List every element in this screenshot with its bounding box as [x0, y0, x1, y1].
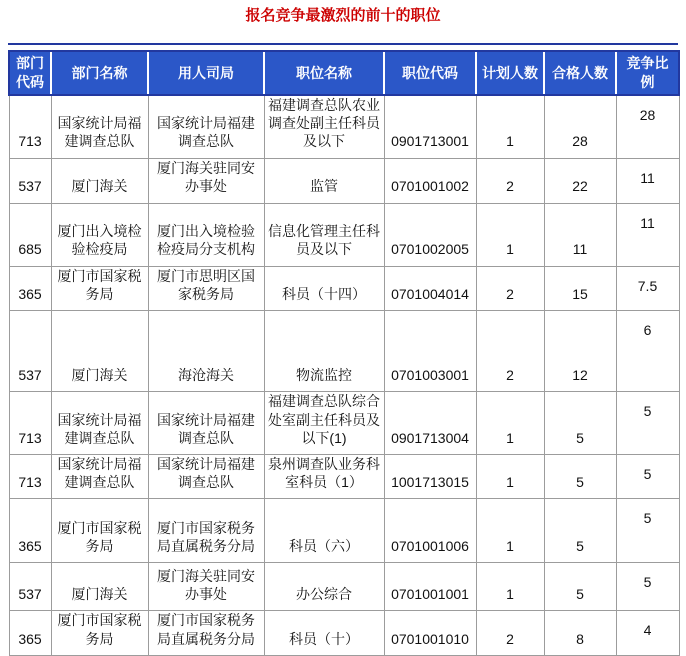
table-header: [9, 51, 679, 95]
table-row: [9, 266, 679, 310]
cell-planned-count: 1: [476, 454, 544, 498]
page-title: 报名竞争最激烈的前十的职位: [245, 7, 441, 24]
cell-planned-count: 2: [476, 158, 544, 203]
cell-position-code: 0901713001: [384, 95, 476, 158]
cell-dept-code: 713: [9, 391, 51, 454]
cell-dept-name: 厦门海关: [51, 158, 148, 203]
cell-ratio: 11: [616, 158, 679, 203]
table-top-rule: [8, 43, 678, 45]
cell-position-code: 0701004014: [384, 266, 476, 310]
column-header-position-name: 职位名称: [264, 51, 384, 95]
cell-position-code: 0901713004: [384, 391, 476, 454]
column-header-dept-name: 部门名称: [51, 51, 148, 95]
cell-qualified-count: 28: [544, 95, 616, 158]
cell-bureau: 国家统计局福建调查总队: [148, 95, 264, 158]
cell-qualified-count: 5: [544, 391, 616, 454]
cell-dept-code: 713: [9, 95, 51, 158]
cell-position-name: 信息化管理主任科员及以下: [264, 203, 384, 266]
cell-qualified-count: 5: [544, 563, 616, 611]
cell-bureau: 海沧海关: [148, 310, 264, 391]
table-row: [9, 563, 679, 611]
column-header-ratio: 竞争比例: [616, 51, 679, 95]
cell-ratio: 4: [616, 611, 679, 655]
cell-dept-code: 365: [9, 266, 51, 310]
cell-qualified-count: 5: [544, 454, 616, 498]
cell-dept-code: 713: [9, 454, 51, 498]
cell-ratio: 7.5: [616, 266, 679, 310]
cell-planned-count: 1: [476, 95, 544, 158]
table-row: [9, 95, 679, 158]
cell-ratio: 5: [616, 391, 679, 454]
cell-ratio: 5: [616, 499, 679, 563]
cell-bureau: 厦门市国家税务局直属税务分局: [148, 499, 264, 563]
cell-position-name: 科员（十）: [264, 611, 384, 655]
table-body: [9, 95, 679, 655]
cell-bureau: 国家统计局福建调查总队: [148, 454, 264, 498]
cell-bureau: 厦门市思明区国家税务局: [148, 266, 264, 310]
cell-planned-count: 1: [476, 203, 544, 266]
table-row: [9, 391, 679, 454]
cell-position-code: 0701002005: [384, 203, 476, 266]
cell-dept-code: 537: [9, 563, 51, 611]
cell-position-code: 0701003001: [384, 310, 476, 391]
table-header-row: [9, 51, 679, 95]
cell-ratio: 11: [616, 203, 679, 266]
cell-position-code: 0701001006: [384, 499, 476, 563]
cell-qualified-count: 12: [544, 310, 616, 391]
cell-ratio: 28: [616, 95, 679, 158]
table-row: [9, 499, 679, 563]
competition-ranking-table: [8, 50, 680, 656]
column-header-dept-code: 部门代码: [9, 51, 51, 95]
table-row: [9, 158, 679, 203]
cell-position-name: 监管: [264, 158, 384, 203]
cell-dept-name: 厦门海关: [51, 563, 148, 611]
cell-position-code: 1001713015: [384, 454, 476, 498]
cell-position-name: 福建调查总队农业调查处副主任科员及以下: [264, 95, 384, 158]
cell-dept-code: 685: [9, 203, 51, 266]
cell-bureau: 厦门市国家税务局直属税务分局: [148, 611, 264, 655]
cell-dept-code: 537: [9, 310, 51, 391]
cell-position-name: 科员（六）: [264, 499, 384, 563]
cell-position-code: 0701001010: [384, 611, 476, 655]
cell-position-name: 办公综合: [264, 563, 384, 611]
cell-qualified-count: 22: [544, 158, 616, 203]
cell-dept-name: 国家统计局福建调查总队: [51, 95, 148, 158]
cell-dept-name: 厦门出入境检验检疫局: [51, 203, 148, 266]
cell-ratio: 6: [616, 310, 679, 391]
cell-dept-name: 国家统计局福建调查总队: [51, 454, 148, 498]
table-row: [9, 454, 679, 498]
cell-qualified-count: 5: [544, 499, 616, 563]
cell-ratio: 5: [616, 454, 679, 498]
column-header-qualified-count: 合格人数: [544, 51, 616, 95]
column-header-position-code: 职位代码: [384, 51, 476, 95]
cell-bureau: 国家统计局福建调查总队: [148, 391, 264, 454]
cell-position-code: 0701001001: [384, 563, 476, 611]
cell-dept-name: 厦门市国家税务局: [51, 499, 148, 563]
cell-bureau: 厦门海关驻同安办事处: [148, 158, 264, 203]
column-header-bureau: 用人司局: [148, 51, 264, 95]
cell-position-name: 科员（十四）: [264, 266, 384, 310]
cell-dept-code: 365: [9, 499, 51, 563]
cell-dept-name: 国家统计局福建调查总队: [51, 391, 148, 454]
cell-position-code: 0701001002: [384, 158, 476, 203]
cell-planned-count: 1: [476, 391, 544, 454]
cell-ratio: 5: [616, 563, 679, 611]
cell-bureau: 厦门出入境检验检疫局分支机构: [148, 203, 264, 266]
cell-qualified-count: 8: [544, 611, 616, 655]
cell-planned-count: 1: [476, 563, 544, 611]
cell-qualified-count: 15: [544, 266, 616, 310]
cell-bureau: 厦门海关驻同安办事处: [148, 563, 264, 611]
cell-dept-code: 365: [9, 611, 51, 655]
cell-dept-code: 537: [9, 158, 51, 203]
column-header-planned-count: 计划人数: [476, 51, 544, 95]
cell-planned-count: 1: [476, 499, 544, 563]
cell-position-name: 物流监控: [264, 310, 384, 391]
cell-dept-name: 厦门市国家税务局: [51, 266, 148, 310]
cell-dept-name: 厦门市国家税务局: [51, 611, 148, 655]
cell-planned-count: 2: [476, 611, 544, 655]
cell-position-name: 福建调查总队综合处室副主任科员及以下(1): [264, 391, 384, 454]
cell-position-name: 泉州调查队业务科室科员（1）: [264, 454, 384, 498]
table-row: [9, 611, 679, 655]
cell-planned-count: 2: [476, 266, 544, 310]
cell-dept-name: 厦门海关: [51, 310, 148, 391]
table-row: [9, 203, 679, 266]
cell-planned-count: 2: [476, 310, 544, 391]
cell-qualified-count: 11: [544, 203, 616, 266]
table-row: [9, 310, 679, 391]
